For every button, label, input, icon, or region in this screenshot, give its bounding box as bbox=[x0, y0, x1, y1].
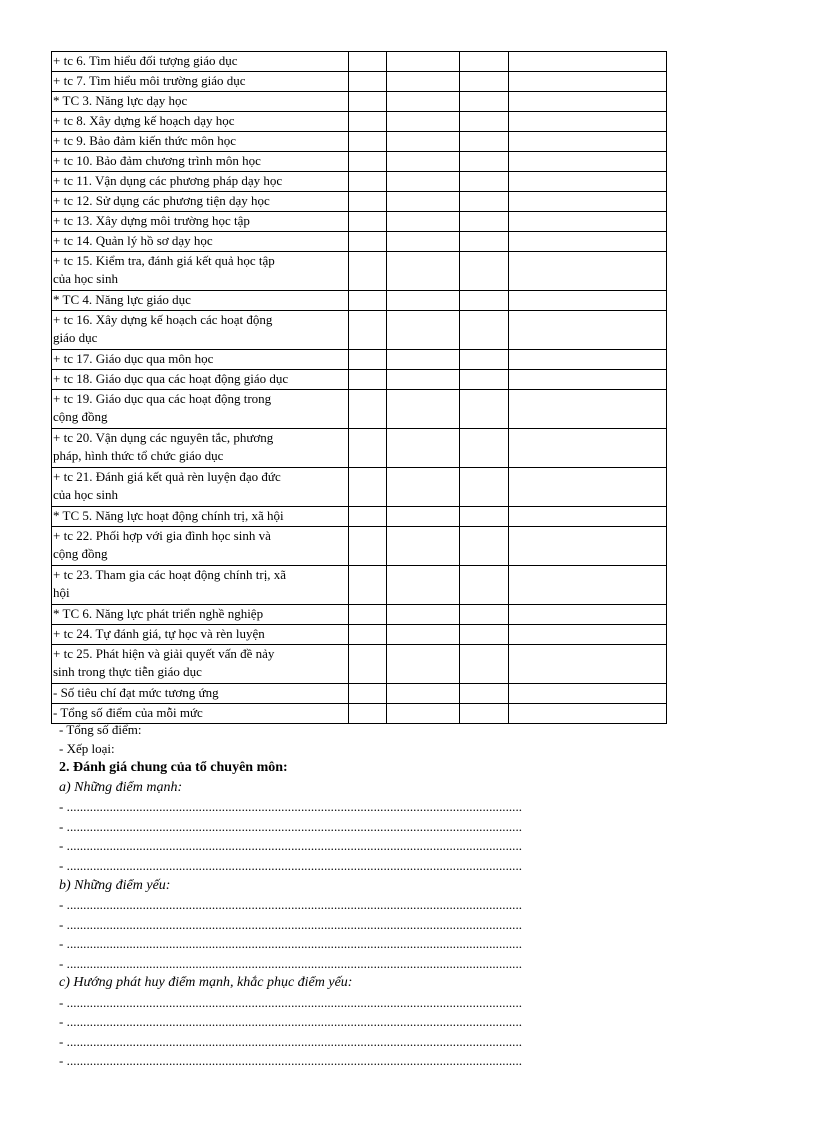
score-cell[interactable] bbox=[387, 92, 460, 112]
table-row bbox=[52, 566, 667, 605]
criterion-cell bbox=[52, 507, 349, 527]
criterion-cell bbox=[52, 566, 349, 605]
criterion-text: hội bbox=[53, 585, 70, 600]
score-cell[interactable] bbox=[387, 704, 460, 724]
criterion-text: + tc 15. Kiểm tra, đánh giá kết quả học tập bbox=[53, 253, 275, 268]
table-row bbox=[52, 72, 667, 92]
criterion-cell bbox=[52, 684, 349, 704]
criterion-text: + tc 19. Giáo dục qua các hoạt động trong bbox=[53, 391, 272, 406]
score-cell[interactable] bbox=[349, 152, 387, 172]
criterion-text: + tc 22. Phối hợp với gia đình học sinh và bbox=[53, 528, 271, 543]
criterion-text: + tc 10. Bảo đảm chương trình môn học bbox=[53, 153, 261, 168]
criterion-text: + tc 18. Giáo dục qua các hoạt động giáo dục bbox=[53, 371, 289, 386]
score-cell[interactable] bbox=[460, 311, 509, 350]
score-cell[interactable] bbox=[387, 370, 460, 390]
score-cell[interactable] bbox=[509, 605, 667, 625]
score-cell[interactable] bbox=[387, 429, 460, 468]
score-cell[interactable] bbox=[349, 507, 387, 527]
score-cell[interactable] bbox=[387, 527, 460, 566]
criterion-cell bbox=[52, 132, 349, 152]
score-cell[interactable] bbox=[460, 645, 509, 684]
score-cell[interactable] bbox=[509, 566, 667, 605]
criterion-cell bbox=[52, 92, 349, 112]
criterion-text: + tc 16. Xây dựng kế hoạch các hoạt động bbox=[53, 312, 273, 327]
table-row bbox=[52, 112, 667, 132]
weaknesses-line[interactable]: - .......................................................................................................................................... bbox=[59, 917, 523, 932]
score-cell[interactable] bbox=[349, 192, 387, 212]
criterion-text: + tc 7. Tìm hiểu môi trường giáo dục bbox=[53, 73, 246, 88]
score-cell[interactable] bbox=[460, 468, 509, 507]
total-score-label: - Tổng số điểm: bbox=[59, 722, 142, 737]
score-cell[interactable] bbox=[387, 605, 460, 625]
criterion-text: + tc 25. Phát hiện và giải quyết vấn đề nảy bbox=[53, 646, 275, 661]
improvement-line[interactable]: - .......................................................................................................................................... bbox=[59, 1034, 523, 1049]
criterion-cell bbox=[52, 232, 349, 252]
criterion-cell bbox=[52, 152, 349, 172]
score-cell[interactable] bbox=[387, 172, 460, 192]
score-cell[interactable] bbox=[349, 232, 387, 252]
criterion-cell bbox=[52, 172, 349, 192]
criterion-text: * TC 4. Năng lực giáo dục bbox=[53, 292, 191, 307]
score-cell[interactable] bbox=[509, 370, 667, 390]
score-cell[interactable] bbox=[387, 507, 460, 527]
criterion-text: + tc 14. Quản lý hồ sơ dạy học bbox=[53, 233, 213, 248]
score-cell[interactable] bbox=[509, 390, 667, 429]
score-cell[interactable] bbox=[349, 112, 387, 132]
table-row bbox=[52, 311, 667, 350]
score-cell[interactable] bbox=[509, 152, 667, 172]
score-cell[interactable] bbox=[509, 252, 667, 291]
score-cell[interactable] bbox=[460, 212, 509, 232]
score-cell[interactable] bbox=[460, 232, 509, 252]
criterion-text: * TC 5. Năng lực hoạt động chính trị, xã hội bbox=[53, 508, 284, 523]
table-row bbox=[52, 232, 667, 252]
criterion-text: của học sinh bbox=[53, 487, 118, 502]
score-cell[interactable] bbox=[509, 72, 667, 92]
score-cell[interactable] bbox=[509, 52, 667, 72]
score-cell[interactable] bbox=[509, 704, 667, 724]
criterion-cell bbox=[52, 370, 349, 390]
score-cell[interactable] bbox=[509, 350, 667, 370]
improvement-line[interactable]: - .......................................................................................................................................... bbox=[59, 995, 523, 1010]
score-cell[interactable] bbox=[460, 605, 509, 625]
score-cell[interactable] bbox=[460, 566, 509, 605]
criterion-cell bbox=[52, 72, 349, 92]
score-cell[interactable] bbox=[509, 232, 667, 252]
score-cell[interactable] bbox=[509, 429, 667, 468]
criterion-text: + tc 21. Đánh giá kết quả rèn luyện đạo đức bbox=[53, 469, 281, 484]
criterion-cell bbox=[52, 625, 349, 645]
improvement-line[interactable]: - .......................................................................................................................................... bbox=[59, 1053, 523, 1068]
score-cell[interactable] bbox=[387, 684, 460, 704]
score-cell[interactable] bbox=[460, 370, 509, 390]
evaluation-table bbox=[51, 51, 667, 724]
criterion-cell bbox=[52, 291, 349, 311]
score-cell[interactable] bbox=[460, 72, 509, 92]
score-cell[interactable] bbox=[509, 311, 667, 350]
criterion-text: của học sinh bbox=[53, 271, 118, 286]
criterion-cell bbox=[52, 468, 349, 507]
score-cell[interactable] bbox=[460, 52, 509, 72]
table-row bbox=[52, 684, 667, 704]
score-cell[interactable] bbox=[460, 429, 509, 468]
score-cell[interactable] bbox=[509, 625, 667, 645]
criterion-text: * TC 3. Năng lực dạy học bbox=[53, 93, 188, 108]
score-cell[interactable] bbox=[509, 92, 667, 112]
score-cell[interactable] bbox=[349, 704, 387, 724]
criterion-text: + tc 9. Bảo đảm kiến thức môn học bbox=[53, 133, 236, 148]
table-row bbox=[52, 291, 667, 311]
score-cell[interactable] bbox=[509, 212, 667, 232]
score-cell[interactable] bbox=[509, 527, 667, 566]
criterion-cell bbox=[52, 605, 349, 625]
score-cell[interactable] bbox=[460, 350, 509, 370]
table-row bbox=[52, 172, 667, 192]
criterion-cell bbox=[52, 311, 349, 350]
score-cell[interactable] bbox=[349, 252, 387, 291]
score-cell[interactable] bbox=[349, 132, 387, 152]
score-cell[interactable] bbox=[349, 684, 387, 704]
score-cell[interactable] bbox=[387, 311, 460, 350]
criterion-text: cộng đồng bbox=[53, 409, 108, 424]
score-cell[interactable] bbox=[387, 566, 460, 605]
table-row bbox=[52, 468, 667, 507]
score-cell[interactable] bbox=[460, 132, 509, 152]
table-row bbox=[52, 704, 667, 724]
criterion-text: + tc 8. Xây dựng kế hoạch dạy học bbox=[53, 113, 235, 128]
score-cell[interactable] bbox=[460, 172, 509, 192]
score-cell[interactable] bbox=[387, 390, 460, 429]
score-cell[interactable] bbox=[387, 132, 460, 152]
score-cell[interactable] bbox=[349, 390, 387, 429]
table-row bbox=[52, 527, 667, 566]
criterion-text: + tc 13. Xây dựng môi trường học tập bbox=[53, 213, 250, 228]
criterion-text: cộng đồng bbox=[53, 546, 108, 561]
criterion-cell bbox=[52, 252, 349, 291]
section-heading: 2. Đánh giá chung của tổ chuyên môn: bbox=[59, 760, 288, 775]
criterion-cell bbox=[52, 52, 349, 72]
table-row bbox=[52, 507, 667, 527]
table-row bbox=[52, 252, 667, 291]
strengths-line[interactable]: - .......................................................................................................................................... bbox=[59, 799, 523, 814]
criterion-cell bbox=[52, 390, 349, 429]
score-cell[interactable] bbox=[460, 152, 509, 172]
score-cell[interactable] bbox=[349, 527, 387, 566]
score-cell[interactable] bbox=[349, 370, 387, 390]
criterion-text: + tc 17. Giáo dục qua môn học bbox=[53, 351, 214, 366]
score-cell[interactable] bbox=[387, 52, 460, 72]
table-row bbox=[52, 370, 667, 390]
strengths-line[interactable]: - .......................................................................................................................................... bbox=[59, 858, 523, 873]
score-cell[interactable] bbox=[387, 350, 460, 370]
improvement-line[interactable]: - .......................................................................................................................................... bbox=[59, 1014, 523, 1029]
score-cell[interactable] bbox=[349, 212, 387, 232]
criterion-cell bbox=[52, 212, 349, 232]
table-row bbox=[52, 212, 667, 232]
criterion-text: + tc 20. Vận dụng các nguyên tắc, phương bbox=[53, 430, 274, 445]
criterion-text: giáo dục bbox=[53, 330, 98, 345]
improvement-label: c) Hướng phát huy điểm mạnh, khắc phục điểm yếu: bbox=[59, 975, 353, 990]
rank-label: - Xếp loại: bbox=[59, 741, 115, 756]
table-row bbox=[52, 152, 667, 172]
score-cell[interactable] bbox=[387, 212, 460, 232]
score-cell[interactable] bbox=[387, 112, 460, 132]
score-cell[interactable] bbox=[349, 468, 387, 507]
score-cell[interactable] bbox=[387, 645, 460, 684]
score-cell[interactable] bbox=[460, 252, 509, 291]
weaknesses-line[interactable]: - .......................................................................................................................................... bbox=[59, 956, 523, 971]
score-cell[interactable] bbox=[509, 468, 667, 507]
score-cell[interactable] bbox=[387, 152, 460, 172]
score-cell[interactable] bbox=[509, 645, 667, 684]
score-cell[interactable] bbox=[460, 507, 509, 527]
score-cell[interactable] bbox=[349, 625, 387, 645]
score-cell[interactable] bbox=[387, 468, 460, 507]
criterion-cell bbox=[52, 645, 349, 684]
criterion-cell bbox=[52, 192, 349, 212]
criterion-text: * TC 6. Năng lực phát triển nghề nghiệp bbox=[53, 606, 264, 621]
table-row bbox=[52, 52, 667, 72]
strengths-line[interactable]: - .......................................................................................................................................... bbox=[59, 838, 523, 853]
table-row bbox=[52, 625, 667, 645]
score-cell[interactable] bbox=[387, 232, 460, 252]
score-cell[interactable] bbox=[387, 625, 460, 645]
criterion-cell bbox=[52, 112, 349, 132]
criterion-text: + tc 23. Tham gia các hoạt động chính trị, xã bbox=[53, 567, 287, 582]
score-cell[interactable] bbox=[349, 429, 387, 468]
score-cell[interactable] bbox=[509, 507, 667, 527]
score-cell[interactable] bbox=[349, 92, 387, 112]
table-row bbox=[52, 605, 667, 625]
score-cell[interactable] bbox=[349, 72, 387, 92]
score-cell[interactable] bbox=[460, 92, 509, 112]
score-cell[interactable] bbox=[349, 52, 387, 72]
score-cell[interactable] bbox=[349, 291, 387, 311]
table-row bbox=[52, 350, 667, 370]
table-row bbox=[52, 132, 667, 152]
criterion-text: + tc 12. Sử dụng các phương tiện dạy học bbox=[53, 193, 270, 208]
score-cell[interactable] bbox=[349, 172, 387, 192]
score-cell[interactable] bbox=[349, 566, 387, 605]
weaknesses-line[interactable]: - .......................................................................................................................................... bbox=[59, 897, 523, 912]
criterion-text: + tc 24. Tự đánh giá, tự học và rèn luyện bbox=[53, 626, 265, 641]
score-cell[interactable] bbox=[349, 645, 387, 684]
score-cell[interactable] bbox=[509, 112, 667, 132]
score-cell[interactable] bbox=[509, 132, 667, 152]
criterion-cell bbox=[52, 429, 349, 468]
score-cell[interactable] bbox=[387, 192, 460, 212]
score-cell[interactable] bbox=[349, 350, 387, 370]
table-row bbox=[52, 429, 667, 468]
score-cell[interactable] bbox=[460, 625, 509, 645]
score-cell[interactable] bbox=[509, 192, 667, 212]
strengths-label: a) Những điểm mạnh: bbox=[59, 780, 183, 795]
weaknesses-label: b) Những điểm yếu: bbox=[59, 878, 171, 893]
table-row bbox=[52, 92, 667, 112]
score-cell[interactable] bbox=[509, 684, 667, 704]
table-row bbox=[52, 645, 667, 684]
score-cell[interactable] bbox=[460, 291, 509, 311]
score-cell[interactable] bbox=[349, 311, 387, 350]
table-row bbox=[52, 192, 667, 212]
score-cell[interactable] bbox=[509, 172, 667, 192]
score-cell[interactable] bbox=[387, 72, 460, 92]
criterion-text: + tc 11. Vận dụng các phương pháp dạy học bbox=[53, 173, 283, 188]
criterion-text: pháp, hình thức tổ chức giáo dục bbox=[53, 448, 224, 463]
score-cell[interactable] bbox=[509, 291, 667, 311]
criterion-cell bbox=[52, 350, 349, 370]
criterion-text: sinh trong thực tiễn giáo dục bbox=[53, 664, 202, 679]
score-cell[interactable] bbox=[387, 252, 460, 291]
score-cell[interactable] bbox=[460, 390, 509, 429]
criterion-cell bbox=[52, 527, 349, 566]
score-cell[interactable] bbox=[460, 684, 509, 704]
score-cell[interactable] bbox=[460, 112, 509, 132]
strengths-line[interactable]: - .......................................................................................................................................... bbox=[59, 819, 523, 834]
score-cell[interactable] bbox=[387, 291, 460, 311]
score-cell[interactable] bbox=[349, 605, 387, 625]
table-row bbox=[52, 390, 667, 429]
score-cell[interactable] bbox=[460, 192, 509, 212]
criterion-text: + tc 6. Tìm hiểu đối tượng giáo dục bbox=[53, 53, 238, 68]
score-cell[interactable] bbox=[460, 704, 509, 724]
criterion-text: - Số tiêu chí đạt mức tương ứng bbox=[53, 685, 219, 700]
weaknesses-line[interactable]: - .......................................................................................................................................... bbox=[59, 936, 523, 951]
score-cell[interactable] bbox=[460, 527, 509, 566]
criterion-text: - Tổng số điểm của mỗi mức bbox=[53, 705, 203, 720]
